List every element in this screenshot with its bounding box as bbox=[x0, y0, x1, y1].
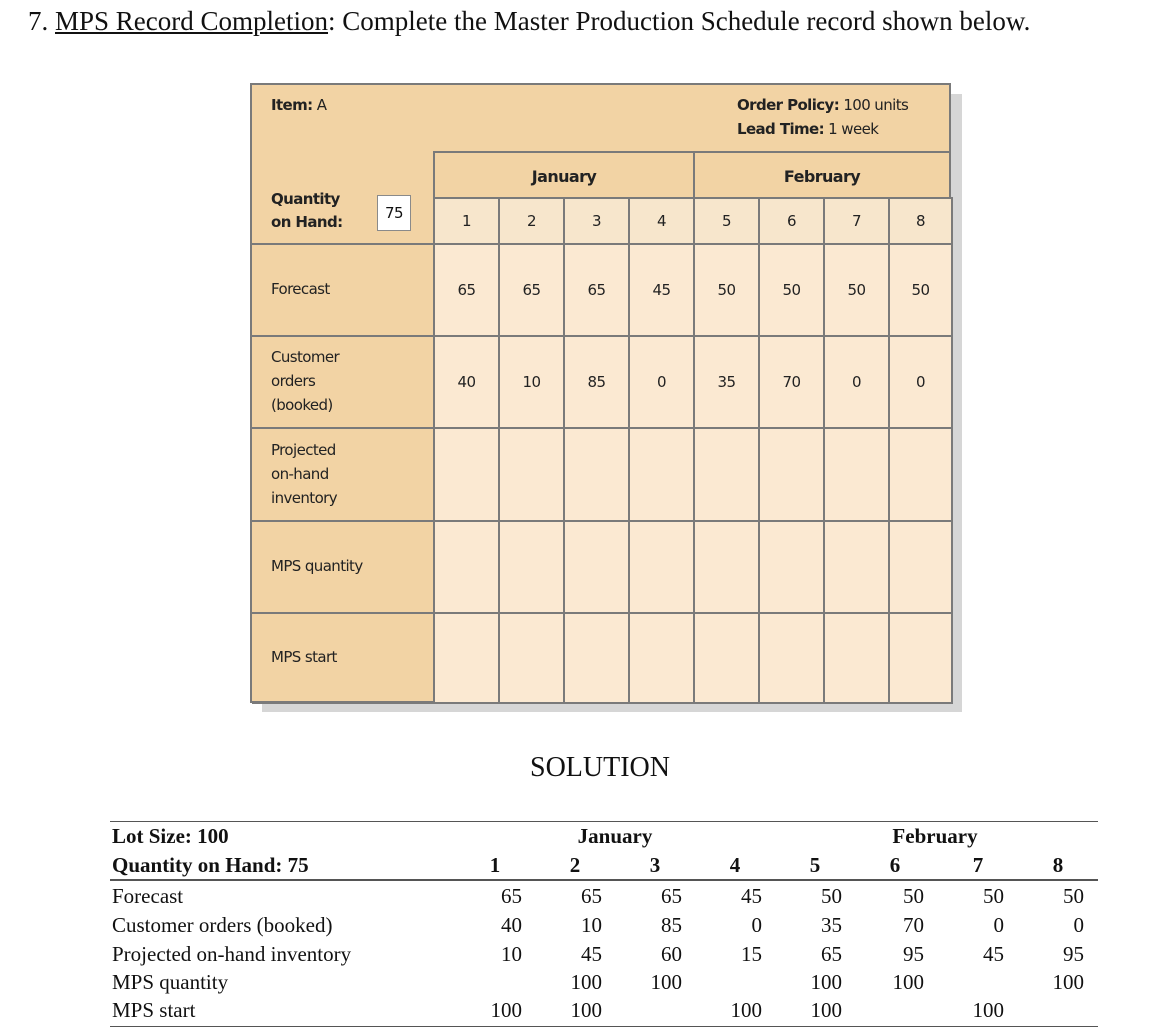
question-heading bbox=[28, 6, 1030, 37]
grid-cell: 65 bbox=[498, 243, 565, 337]
grid-cell: 50 bbox=[758, 243, 825, 337]
grid-cell bbox=[758, 520, 825, 614]
month-label-january: January bbox=[577, 824, 653, 848]
grid-cell: 50 bbox=[888, 243, 953, 337]
row-label-line: Forecast bbox=[271, 280, 330, 298]
solution-row-label: Forecast bbox=[112, 884, 184, 908]
grid-cell bbox=[693, 427, 760, 522]
solution-cell: 10 bbox=[581, 913, 602, 937]
solution-cell: 100 bbox=[1052, 970, 1084, 994]
solution-cell: 100 bbox=[810, 970, 842, 994]
row-divider bbox=[252, 702, 433, 704]
month-label-february: February bbox=[892, 824, 978, 848]
grid-cell bbox=[888, 427, 953, 522]
row-label-line: inventory bbox=[271, 488, 337, 507]
period-label: 2 bbox=[569, 853, 581, 877]
grid-cell bbox=[498, 520, 565, 614]
grid-cell: 65 bbox=[563, 243, 630, 337]
grid-cell: 0 bbox=[888, 335, 953, 429]
qoh-label: Quantity on Hand: 75 bbox=[112, 853, 309, 877]
solution-cell: 10 bbox=[501, 942, 522, 966]
qoh-value: 75 bbox=[377, 195, 411, 231]
solution-cell: 65 bbox=[501, 884, 522, 908]
period-label: 3 bbox=[649, 853, 661, 877]
grid-cell: 50 bbox=[823, 243, 890, 337]
solution-cell: 65 bbox=[661, 884, 682, 908]
period-label: 1 bbox=[489, 853, 501, 877]
grid-cell bbox=[888, 520, 953, 614]
grid-cell bbox=[693, 612, 760, 704]
period-label: 4 bbox=[729, 853, 741, 877]
item-label: Item: A bbox=[271, 96, 327, 114]
solution-cell: 100 bbox=[730, 998, 762, 1022]
header-rule bbox=[110, 879, 1098, 881]
solution-cell: 45 bbox=[741, 884, 762, 908]
question-number: 7. bbox=[28, 6, 49, 36]
grid-cell bbox=[498, 427, 565, 522]
solution-row-label: MPS quantity bbox=[112, 970, 229, 994]
solution-cell: 100 bbox=[650, 970, 682, 994]
solution-cell: 50 bbox=[983, 884, 1004, 908]
period-label: 6 bbox=[889, 853, 901, 877]
period-label: 5 bbox=[809, 853, 821, 877]
grid-cell bbox=[758, 427, 825, 522]
row-label-line: MPS start bbox=[271, 648, 337, 666]
grid-cell: 70 bbox=[758, 335, 825, 429]
row-label bbox=[271, 645, 337, 669]
grid-cell bbox=[628, 612, 695, 704]
month-header-february: February bbox=[693, 151, 951, 199]
grid-cell bbox=[758, 612, 825, 704]
solution-cell: 95 bbox=[1063, 942, 1084, 966]
solution-cell: 45 bbox=[581, 942, 602, 966]
solution-cell: 100 bbox=[570, 998, 602, 1022]
solution-cell: 65 bbox=[581, 884, 602, 908]
solution-cell: 45 bbox=[983, 942, 1004, 966]
solution-cell: 100 bbox=[972, 998, 1004, 1022]
solution-cell: 100 bbox=[892, 970, 924, 994]
period-header: 7 bbox=[823, 197, 890, 245]
grid-cell bbox=[433, 612, 500, 704]
lot-size-label: Lot Size: 100 bbox=[112, 824, 229, 848]
grid-cell bbox=[888, 612, 953, 704]
row-label bbox=[271, 345, 339, 417]
period-label: 8 bbox=[1052, 853, 1064, 877]
row-label bbox=[271, 277, 330, 301]
period-header: 2 bbox=[498, 197, 565, 245]
solution-cell: 100 bbox=[810, 998, 842, 1022]
row-divider bbox=[252, 427, 433, 429]
row-divider bbox=[252, 520, 433, 522]
grid-cell: 0 bbox=[628, 335, 695, 429]
grid-cell bbox=[433, 520, 500, 614]
grid-cell: 35 bbox=[693, 335, 760, 429]
row-divider bbox=[252, 335, 433, 337]
grid-cell: 65 bbox=[433, 243, 500, 337]
grid-cell: 45 bbox=[628, 243, 695, 337]
period-header: 8 bbox=[888, 197, 953, 245]
grid-cell bbox=[628, 427, 695, 522]
grid-cell bbox=[628, 520, 695, 614]
mps-form bbox=[250, 83, 951, 703]
grid-cell bbox=[433, 427, 500, 522]
grid-cell bbox=[563, 427, 630, 522]
period-header: 6 bbox=[758, 197, 825, 245]
solution-cell: 85 bbox=[661, 913, 682, 937]
solution-heading: SOLUTION bbox=[530, 752, 670, 783]
solution-cell: 50 bbox=[821, 884, 842, 908]
row-divider bbox=[252, 243, 433, 245]
solution-row-label: MPS start bbox=[112, 998, 196, 1022]
order-policy: Order Policy: 100 units bbox=[737, 96, 909, 114]
solution-cell: 0 bbox=[1073, 913, 1084, 937]
solution-cell: 60 bbox=[661, 942, 682, 966]
row-label-line: on-hand bbox=[271, 464, 329, 483]
solution-cell: 95 bbox=[903, 942, 924, 966]
row-divider bbox=[252, 612, 433, 614]
bottom-rule bbox=[110, 1026, 1098, 1027]
solution-cell: 35 bbox=[821, 913, 842, 937]
grid-cell: 50 bbox=[693, 243, 760, 337]
period-header: 5 bbox=[693, 197, 760, 245]
solution-cell: 65 bbox=[821, 942, 842, 966]
period-header: 1 bbox=[433, 197, 500, 245]
solution-cell: 70 bbox=[903, 913, 924, 937]
grid-cell bbox=[563, 520, 630, 614]
row-label-line: (booked) bbox=[271, 396, 333, 414]
grid-cell bbox=[563, 612, 630, 704]
question-title: MPS Record Completion bbox=[55, 6, 329, 36]
grid-cell: 85 bbox=[563, 335, 630, 429]
row-label-line: Projected bbox=[271, 440, 336, 459]
solution-cell: 100 bbox=[490, 998, 522, 1022]
solution-row-label: Customer orders (booked) bbox=[112, 913, 333, 937]
solution-cell: 100 bbox=[570, 970, 602, 994]
row-label bbox=[271, 554, 363, 578]
solution-cell: 0 bbox=[993, 913, 1004, 937]
grid-cell bbox=[823, 427, 890, 522]
grid-cell bbox=[498, 612, 565, 704]
grid-cell bbox=[823, 612, 890, 704]
grid-cell bbox=[693, 520, 760, 614]
row-label-line: Customer bbox=[271, 348, 340, 366]
solution-cell: 50 bbox=[903, 884, 924, 908]
row-label bbox=[271, 438, 337, 510]
grid-cell: 10 bbox=[498, 335, 565, 429]
question-text: : Complete the Master Production Schedule record shown below. bbox=[328, 6, 1031, 36]
period-header: 3 bbox=[563, 197, 630, 245]
row-label-line: MPS quantity bbox=[271, 557, 363, 575]
period-header: 4 bbox=[628, 197, 695, 245]
row-label-line: orders bbox=[271, 372, 316, 390]
lead-time: Lead Time: 1 week bbox=[737, 120, 879, 138]
solution-cell: 40 bbox=[501, 913, 522, 937]
month-header-january: January bbox=[433, 151, 695, 199]
solution-cell: 0 bbox=[751, 913, 762, 937]
solution-cell: 15 bbox=[741, 942, 762, 966]
qoh-label-line1: Quantity bbox=[271, 190, 340, 208]
solution-row-label: Projected on-hand inventory bbox=[112, 942, 352, 966]
solution-cell: 50 bbox=[1063, 884, 1084, 908]
qoh-label-line2: on Hand: bbox=[271, 213, 343, 231]
grid-cell: 40 bbox=[433, 335, 500, 429]
period-label: 7 bbox=[972, 853, 984, 877]
grid-cell bbox=[823, 520, 890, 614]
grid-cell: 0 bbox=[823, 335, 890, 429]
